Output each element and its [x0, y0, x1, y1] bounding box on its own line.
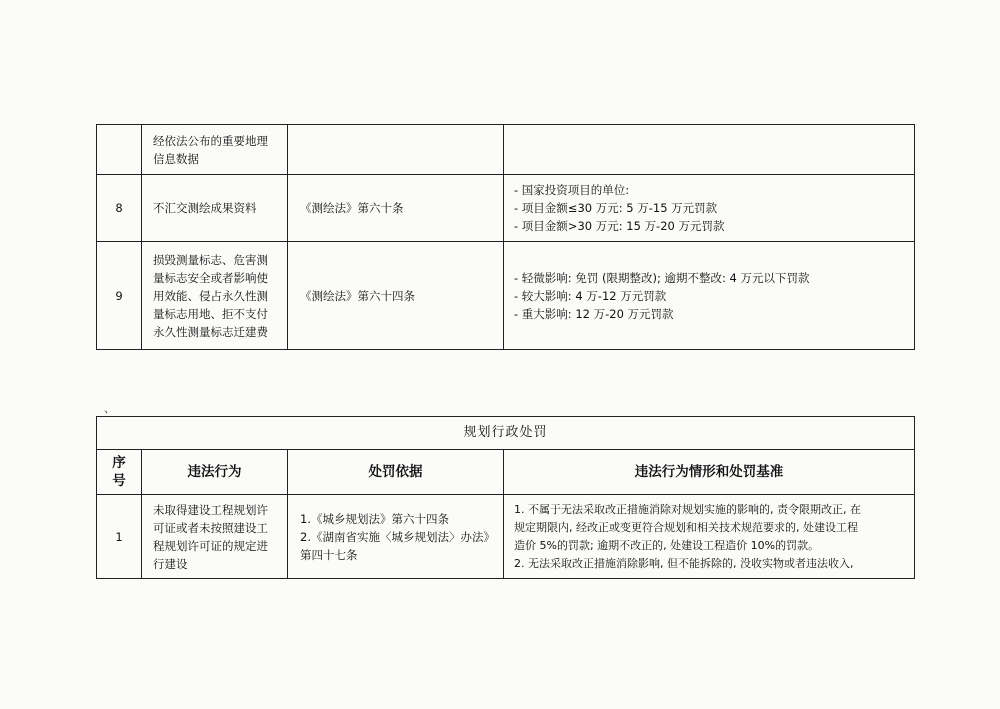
header-basis: 处罚依据	[288, 450, 504, 495]
row-seq: 1	[97, 495, 142, 579]
standard-cell	[504, 175, 915, 242]
violation-line: 经依法公布的重要地理	[153, 133, 268, 148]
violation-line: 量标志用地、拒不支付	[153, 306, 268, 321]
standard-line: - 较大影响: 4 万-12 万元罚款	[514, 288, 667, 303]
violation-line: 不汇交测绘成果资料	[153, 201, 257, 215]
basis-cell	[288, 125, 504, 175]
basis-cell	[288, 175, 504, 242]
basis-line: 2.《湖南省实施〈城乡规划法〉办法》	[300, 529, 495, 544]
violation-line: 未取得建设工程规划许	[153, 502, 268, 517]
violation-cell	[142, 242, 288, 350]
planning-penalty-table	[96, 416, 915, 579]
basis-cell	[288, 242, 504, 350]
header-seq	[97, 450, 142, 495]
table-header-row	[97, 450, 915, 495]
header-seq-bottom: 号	[112, 473, 126, 489]
table-title-row	[97, 417, 915, 450]
table-row	[97, 175, 915, 242]
violation-line: 损毁测量标志、危害测	[153, 252, 268, 267]
standard-line: 1. 不属于无法采取改正措施消除对规划实施的影响的, 责令限期改正, 在	[514, 502, 861, 516]
table-title: 规划行政处罚	[97, 417, 915, 450]
table-row	[97, 495, 915, 579]
violation-line: 可证或者未按照建设工	[153, 520, 268, 535]
standard-cell	[504, 125, 915, 175]
row-seq: 9	[97, 242, 142, 350]
violation-cell	[142, 495, 288, 579]
violation-cell	[142, 175, 288, 242]
table-row	[97, 125, 915, 175]
standard-cell	[504, 495, 915, 579]
violation-line: 信息数据	[153, 151, 199, 166]
violation-line: 用效能、侵占永久性测	[153, 288, 268, 303]
standard-line: - 项目金额>30 万元: 15 万-20 万元罚款	[514, 219, 725, 233]
basis-line: 《测绘法》第六十条	[300, 201, 404, 215]
standard-line: - 重大影响: 12 万-20 万元罚款	[514, 306, 674, 321]
basis-cell	[288, 495, 504, 579]
standard-line: 2. 无法采取改正措施消除影响, 但不能拆除的, 没收实物或者违法收入,	[514, 556, 854, 570]
surveying-penalty-table	[96, 124, 915, 350]
table-row	[97, 242, 915, 350]
standard-line: - 轻微影响: 免罚 (限期整改); 逾期不整改: 4 万元以下罚款	[514, 270, 810, 285]
row-seq	[97, 125, 142, 175]
standard-cell	[504, 242, 915, 350]
violation-line: 永久性测量标志迁建费	[153, 324, 268, 339]
stray-mark: 、	[104, 402, 115, 415]
header-seq-top: 序	[112, 455, 126, 471]
header-violation: 违法行为	[142, 450, 288, 495]
violation-line: 量标志安全或者影响使	[153, 270, 268, 285]
header-standard: 违法行为情形和处罚基准	[504, 450, 915, 495]
standard-line: 造价 5%的罚款; 逾期不改正的, 处建设工程造价 10%的罚款。	[514, 538, 820, 552]
standard-line: 规定期限内, 经改正或变更符合规划和相关技术规范要求的, 处建设工程	[514, 520, 858, 534]
standard-line: - 项目金额≤30 万元: 5 万-15 万元罚款	[514, 201, 718, 215]
row-seq: 8	[97, 175, 142, 242]
violation-cell	[142, 125, 288, 175]
basis-line: 第四十七条	[300, 547, 358, 562]
standard-line: - 国家投资项目的单位:	[514, 183, 630, 197]
violation-line: 程规划许可证的规定进	[153, 538, 268, 553]
basis-line: 《测绘法》第六十四条	[300, 288, 415, 303]
basis-line: 1.《城乡规划法》第六十四条	[300, 511, 449, 526]
violation-line: 行建设	[153, 556, 188, 571]
